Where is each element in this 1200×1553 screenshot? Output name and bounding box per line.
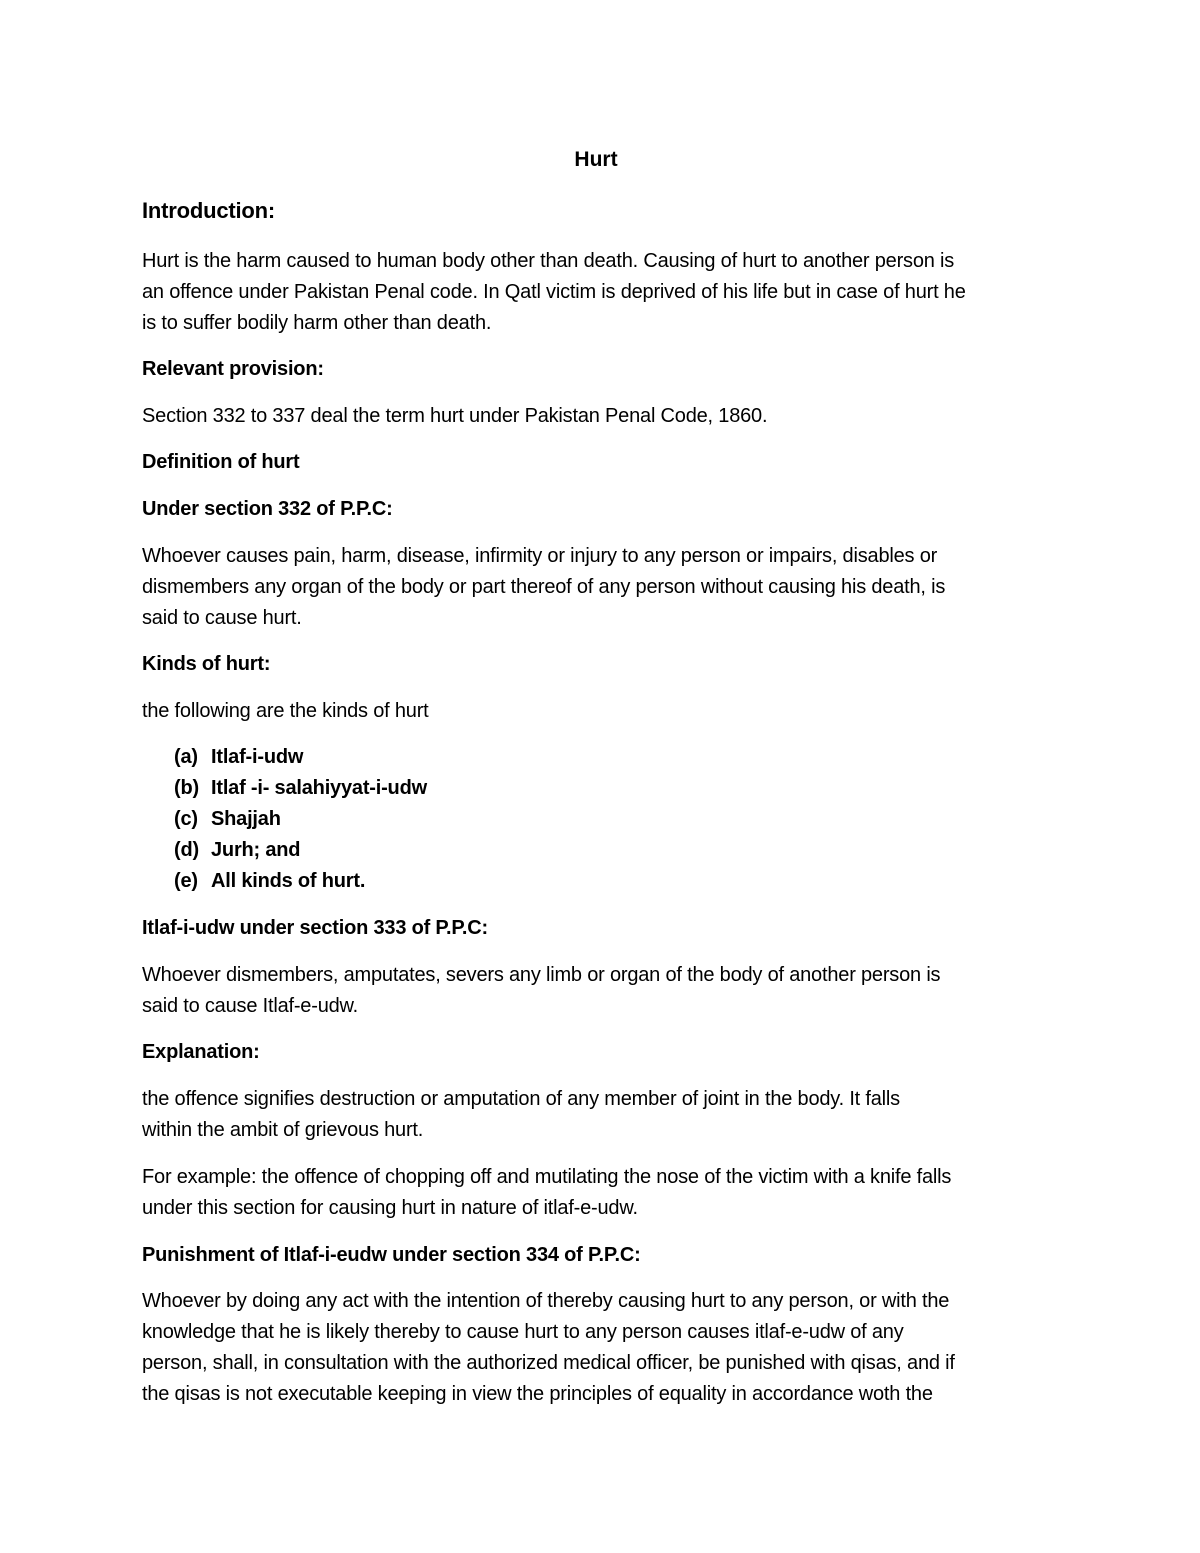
section-333-line: said to cause Itlaf-e-udw. — [142, 995, 359, 1017]
punishment-line: person, shall, in consultation with the authorized medical officer, be punished with qisas, and if — [142, 1352, 955, 1374]
list-marker: (b) — [174, 777, 199, 799]
kinds-list-item — [174, 775, 427, 801]
punishment-line: knowledge that he is likely thereby to cause hurt to any person causes itlaf-e-udw of any — [142, 1321, 904, 1343]
list-text: Itlaf -i- salahiyyat-i-udw — [211, 777, 427, 799]
list-text: All kinds of hurt. — [211, 870, 366, 892]
section-333-heading: Itlaf-i-udw under section 333 of P.P.C: — [142, 917, 488, 939]
section-332-line: Whoever causes pain, harm, disease, infirmity or injury to any person or impairs, disables or — [142, 545, 938, 567]
kinds-list-item — [174, 837, 300, 863]
section-332-line: said to cause hurt. — [142, 607, 302, 629]
punishment-heading: Punishment of Itlaf-i-eudw under section 334 of P.P.C: — [142, 1244, 641, 1266]
example-line: For example: the offence of chopping off and mutilating the nose of the victim with a knife falls — [142, 1166, 952, 1188]
list-text: Shajjah — [211, 808, 281, 830]
list-marker: (c) — [174, 808, 198, 830]
kinds-intro: the following are the kinds of hurt — [142, 700, 429, 722]
punishment-line: the qisas is not executable keeping in view the principles of equality in accordance woth the — [142, 1383, 933, 1405]
introduction-line: is to suffer bodily harm other than death. — [142, 312, 492, 334]
kinds-list-item — [174, 868, 365, 894]
list-marker: (a) — [174, 746, 198, 768]
punishment-line: Whoever by doing any act with the intention of thereby causing hurt to any person, or with the — [142, 1290, 950, 1312]
definition-heading: Definition of hurt — [142, 451, 300, 473]
introduction-heading: Introduction: — [142, 198, 276, 223]
relevant-provision-text: Section 332 to 337 deal the term hurt under Pakistan Penal Code, 1860. — [142, 405, 768, 427]
kinds-heading: Kinds of hurt: — [142, 653, 271, 675]
list-text: Itlaf-i-udw — [211, 746, 304, 768]
kinds-list-item — [174, 744, 303, 770]
example-line: under this section for causing hurt in nature of itlaf-e-udw. — [142, 1197, 638, 1219]
list-text: Jurh; and — [211, 839, 301, 861]
introduction-line: an offence under Pakistan Penal code. In Qatl victim is deprived of his life but in case of hurt he — [142, 281, 966, 303]
section-332-line: dismembers any organ of the body or part thereof of any person without causing his death, is — [142, 576, 946, 598]
section-333-line: Whoever dismembers, amputates, severs any limb or organ of the body of another person is — [142, 964, 941, 986]
document-title: Hurt — [574, 148, 618, 171]
explanation-heading: Explanation: — [142, 1041, 260, 1063]
explanation-line: within the ambit of grievous hurt. — [142, 1119, 424, 1141]
section-332-heading: Under section 332 of P.P.C: — [142, 498, 393, 520]
explanation-line: the offence signifies destruction or amputation of any member of joint in the body. It falls — [142, 1088, 900, 1110]
relevant-provision-heading: Relevant provision: — [142, 358, 324, 380]
list-marker: (d) — [174, 839, 199, 861]
introduction-line: Hurt is the harm caused to human body other than death. Causing of hurt to another person is — [142, 250, 955, 272]
kinds-list-item — [174, 806, 281, 832]
list-marker: (e) — [174, 870, 198, 892]
